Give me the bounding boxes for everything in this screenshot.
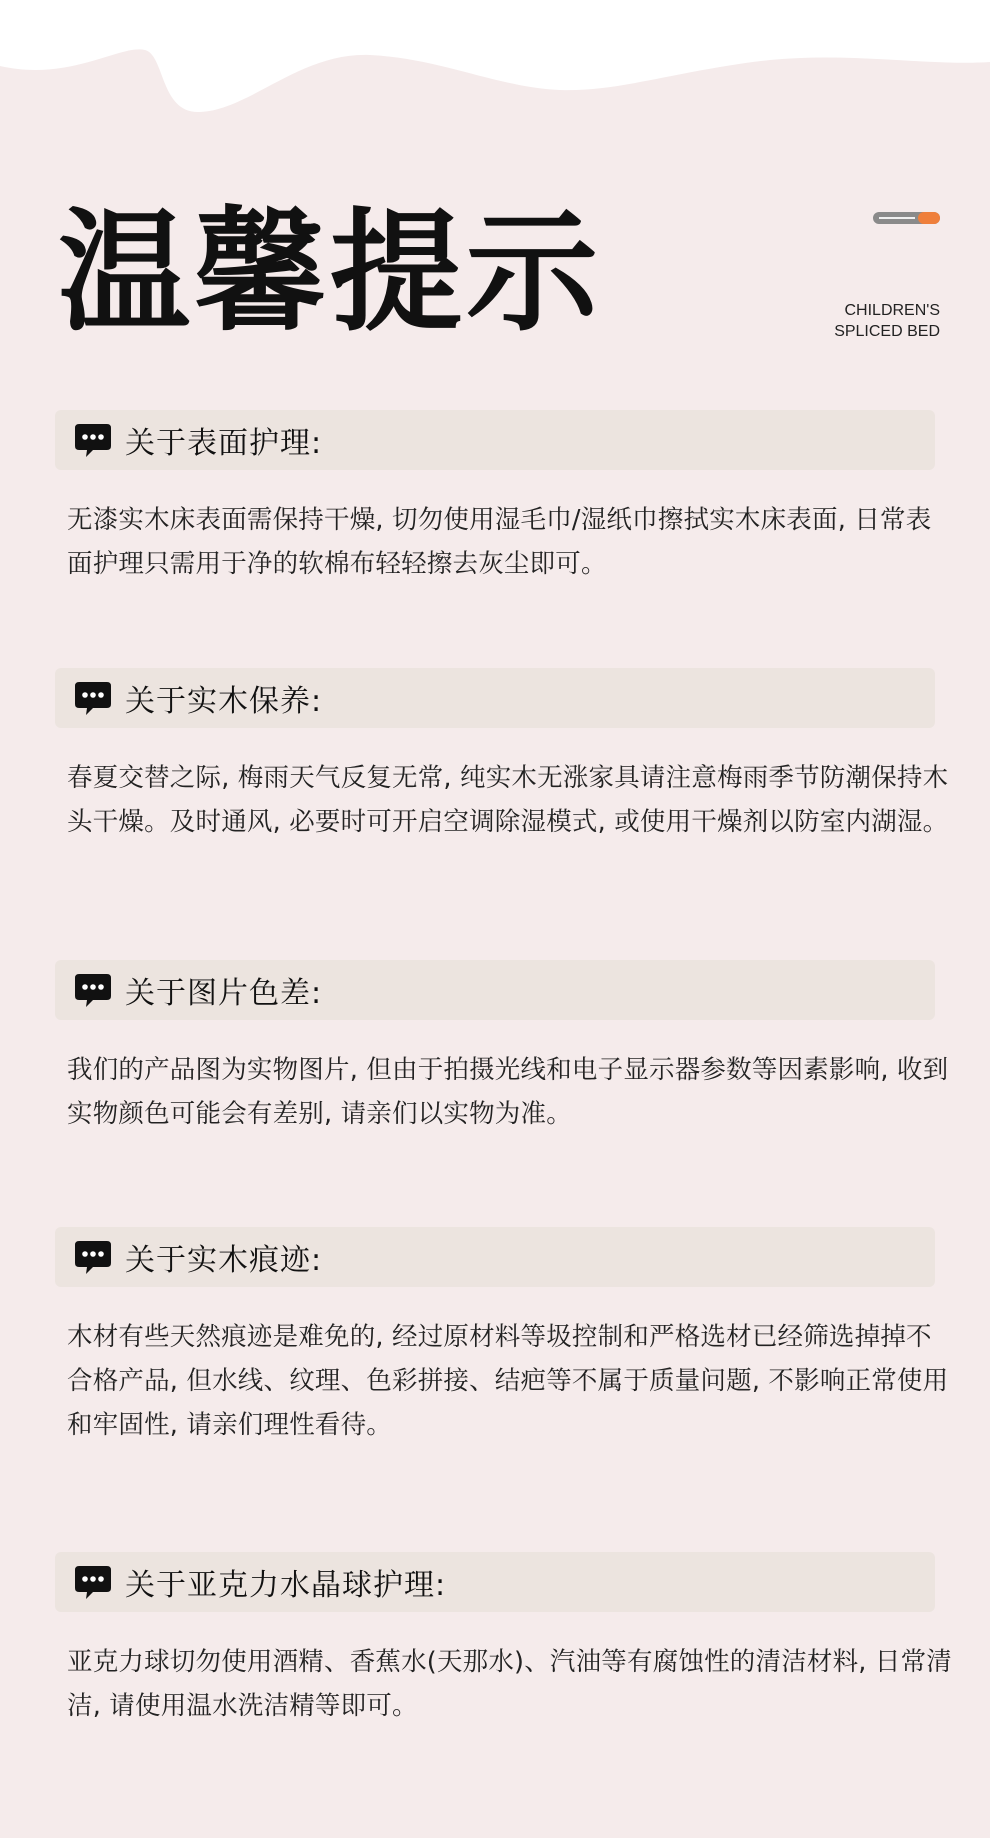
chat-bubble-icon xyxy=(73,1562,113,1602)
section-wood-maintenance xyxy=(55,668,949,844)
section-body: 木材有些天然痕迹是难免的, 经过原材料等圾控制和严格选材已经筛选掉掉不合格产品, 但水线、纹理、色彩拼接、结疤等不属于质量问题, 不影响正常使用和牢固性, 请亲们理性看待。 xyxy=(67,1322,949,1440)
section-title: 关于图片色差: xyxy=(125,976,323,1011)
page-title: 温馨提示 xyxy=(58,196,602,350)
section-body: 无漆实木床表面需保持干燥, 切勿使用湿毛巾/湿纸巾擦拭实木床表面, 日常表面护理只需用于净的软棉布轻轻擦去灰尘即可。 xyxy=(67,505,932,579)
section-title: 关于表面护理: xyxy=(125,426,323,461)
section-acrylic-ball-care xyxy=(55,1552,953,1728)
section-header xyxy=(55,1552,935,1612)
section-header xyxy=(55,1227,935,1287)
brand-line-1: CHILDREN'S xyxy=(844,302,940,319)
section-body: 亚克力球切勿使用酒精、香蕉水(天那水)、汽油等有腐蚀性的清洁材料, 日常清洁, 请使用温水洗洁精等即可。 xyxy=(67,1647,953,1721)
top-wave-decoration xyxy=(0,0,990,140)
section-title: 关于亚克力水晶球护理: xyxy=(125,1568,447,1603)
brand-label xyxy=(800,300,940,342)
slider-decoration-icon xyxy=(873,212,940,224)
chat-bubble-icon xyxy=(73,970,113,1010)
chat-bubble-icon xyxy=(73,678,113,718)
section-color-difference xyxy=(55,960,949,1136)
section-title: 关于实木痕迹: xyxy=(125,1243,323,1278)
section-body: 我们的产品图为实物图片, 但由于拍摄光线和电子显示器参数等因素影响, 收到实物颜色可能会有差别, 请亲们以实物为准。 xyxy=(67,1055,949,1129)
brand-line-2: SPLICED BED xyxy=(834,323,940,340)
section-body: 春夏交替之际, 梅雨天气反复无常, 纯实木无涨家具请注意梅雨季节防潮保持木头干燥。及时通风, 必要时可开启空调除湿模式, 或使用干燥剂以防室内湖湿。 xyxy=(67,763,949,837)
section-title: 关于实木保养: xyxy=(125,684,323,719)
section-header xyxy=(55,668,935,728)
section-surface-care xyxy=(55,410,935,586)
chat-bubble-icon xyxy=(73,1237,113,1277)
section-header xyxy=(55,410,935,470)
chat-bubble-icon xyxy=(73,420,113,460)
section-wood-marks xyxy=(55,1227,949,1447)
section-header xyxy=(55,960,935,1020)
